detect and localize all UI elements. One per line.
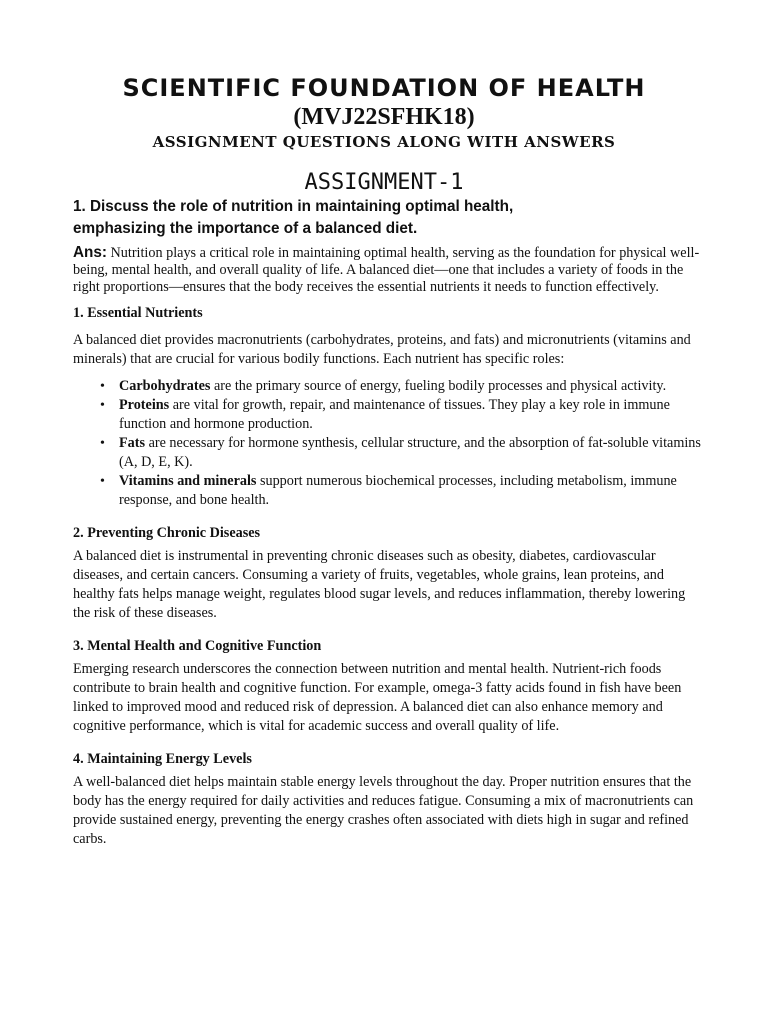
list-item-term: Vitamins and minerals: [119, 473, 257, 489]
list-item-text: support numerous biochemical processes, including metabolism, immune response, and bone health.: [119, 473, 677, 508]
bullet-icon: •: [100, 379, 105, 394]
nutrient-list: [73, 377, 701, 510]
document-title: SCIENTIFIC FOUNDATION OF HEALTH: [122, 74, 646, 102]
list-item: [73, 377, 701, 396]
list-item: [73, 434, 701, 472]
section-heading: 4. Maintaining Energy Levels: [73, 751, 252, 767]
section-heading: 2. Preventing Chronic Diseases: [73, 525, 261, 541]
list-item: [73, 472, 701, 510]
answer-text: Nutrition plays a critical role in maintaining optimal health, serving as the foundation for physical well-being, mental health, and overall quality of life. A balanced diet—one that includes a variety of foods in the right proportions—ensures that the body receives the essential nutrients it needs to function effectively.: [73, 245, 700, 295]
section-text: Emerging research underscores the connection between nutrition and mental health. Nutrient-rich foods contribute to brain health and cognitive function. For example, omega-3 fatty acids found in fish have been linked to improved mood and reduced risk of depression. A balanced diet can also enhance memory and cognitive performance, which is vital for academic success and overall quality of life.: [73, 661, 682, 734]
answer-paragraph: [73, 244, 701, 296]
section-text: A well-balanced diet helps maintain stable energy levels throughout the day. Proper nutrition ensures that the body has the energy required for daily activities and reduces fatigue. Consuming a mix of macronutrients can provide sustained energy, preventing the energy crashes often associated with diets high in sugar and refined carbs.: [73, 774, 694, 847]
list-item: [73, 396, 701, 434]
assignment-heading: ASSIGNMENT-1: [304, 170, 464, 195]
question-line-2: emphasizing the importance of a balanced diet.: [73, 220, 418, 237]
section-heading: 1. Essential Nutrients: [73, 305, 203, 321]
list-item-text: are necessary for hormone synthesis, cellular structure, and the absorption of fat-soluble vitamins (A, D, E, K).: [119, 435, 701, 470]
document-subtitle: ASSIGNMENT QUESTIONS ALONG WITH ANSWERS: [152, 133, 616, 151]
bullet-icon: •: [100, 474, 105, 489]
course-code: (MVJ22SFHK18): [293, 104, 475, 130]
section-text: A balanced diet is instrumental in preventing chronic diseases such as obesity, diabetes, cardiovascular diseases, and certain cancers. Consuming a variety of fruits, vegetables, whole grains, lean proteins, and healthy fats helps manage weight, regulates blood sugar levels, and reduces inflammation, thereby lowering the risk of these diseases.: [73, 548, 686, 621]
bullet-icon: •: [100, 436, 105, 451]
answer-label: Ans:: [73, 244, 107, 261]
section-heading: 3. Mental Health and Cognitive Function: [73, 638, 322, 654]
bullet-icon: •: [100, 398, 105, 413]
list-item-text: are the primary source of energy, fueling bodily processes and physical activity.: [210, 378, 667, 394]
section-text: A balanced diet provides macronutrients (carbohydrates, proteins, and fats) and micronutrients (vitamins and minerals) that are crucial for various bodily functions. Each nutrient has specific roles:: [73, 332, 691, 367]
list-item-term: Proteins: [119, 397, 170, 413]
list-item-text: are vital for growth, repair, and maintenance of tissues. They play a key role in immune function and hormone production.: [119, 397, 670, 432]
document-body: [73, 196, 701, 849]
question-line-1: 1. Discuss the role of nutrition in maintaining optimal health,: [73, 198, 514, 215]
list-item-term: Fats: [119, 435, 146, 451]
list-item-term: Carbohydrates: [119, 378, 211, 394]
